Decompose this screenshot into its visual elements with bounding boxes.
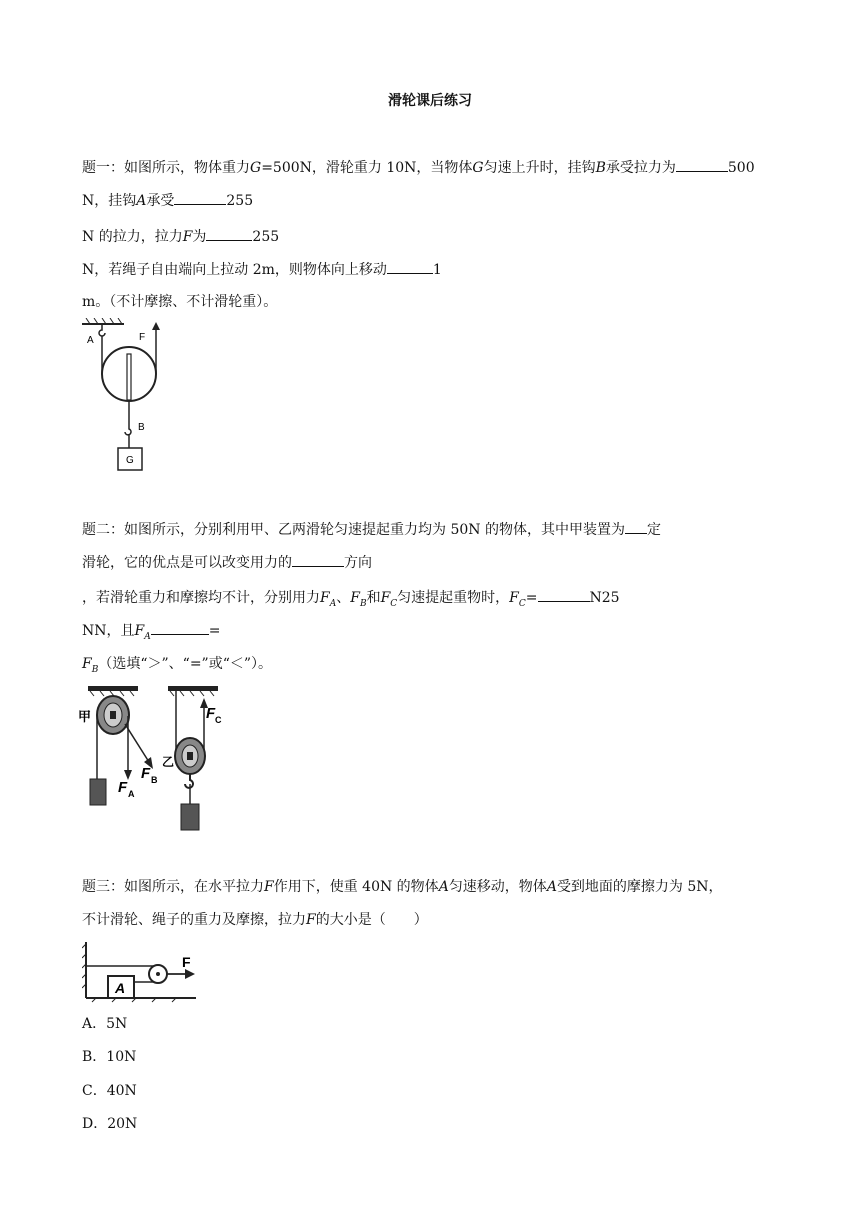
q2-line-4: NN，且$F_A$ = bbox=[82, 620, 220, 647]
pulley-wheel-icon bbox=[102, 347, 156, 401]
label-fb-sub: B bbox=[151, 775, 158, 785]
q1-blank-2[interactable] bbox=[174, 190, 226, 205]
q2-line-1: 题二：如图所示，分别利用甲、乙两滑轮匀速提起重力均为 50N 的物体，其中甲装置为 定 bbox=[82, 519, 661, 540]
option-c[interactable]: C．40N bbox=[82, 1083, 137, 1099]
label-fc: F bbox=[206, 705, 216, 722]
q1-blank-4[interactable] bbox=[387, 259, 433, 274]
option-b[interactable]: B．10N bbox=[82, 1049, 137, 1065]
fig1-label-a: A bbox=[87, 335, 94, 346]
label-yi: 乙 bbox=[162, 755, 175, 769]
q1-line-3: N 的拉力，拉力F为 255 bbox=[82, 226, 279, 247]
movable-pulley-figure bbox=[82, 318, 182, 478]
hook-a-icon bbox=[99, 324, 105, 336]
q2-answer-1: 定 bbox=[646, 522, 661, 538]
fig1-label-b: B bbox=[138, 422, 145, 433]
label-fa-sub: A bbox=[128, 789, 135, 799]
horizontal-pulley-figure bbox=[82, 940, 202, 1004]
weight-yi-icon bbox=[181, 804, 199, 830]
q1-line-5: m。（不计摩擦、不计滑轮重）。 bbox=[82, 294, 278, 310]
q1-blank-3[interactable] bbox=[206, 226, 252, 241]
q2-answer-2: 方向 bbox=[344, 555, 372, 571]
q2-line-5: $F_B$（选填“＞”、“=”或“＜”）。 bbox=[82, 656, 273, 675]
q2-answer-4: = bbox=[208, 623, 221, 639]
q2-answer-3: N25 bbox=[589, 590, 620, 606]
q1-blank-1[interactable] bbox=[676, 157, 728, 172]
hook-b-icon bbox=[125, 421, 131, 435]
q2-line-2: 滑轮，它的优点是可以改变用力的 方向 bbox=[82, 552, 372, 573]
q2-line-3: ，若滑轮重力和摩擦均不计，分别用力$F_A$、$F_B$和$F_C$匀速提起重物时，$F_C= N25$ bbox=[82, 587, 620, 614]
weight-jia-icon bbox=[90, 779, 106, 805]
label-fc-sub: C bbox=[215, 715, 222, 725]
q2-blank-3[interactable] bbox=[538, 587, 590, 602]
option-d[interactable]: D．20N bbox=[82, 1116, 138, 1132]
q1-line-4: N，若绳子自由端向上拉动 2m，则物体向上移动 1 bbox=[82, 259, 442, 280]
fig1-label-g: G bbox=[126, 455, 134, 466]
fig3-label-a: A bbox=[115, 980, 126, 996]
q2-blank-4[interactable] bbox=[151, 620, 209, 635]
page-title: 滑轮课后练习 bbox=[388, 93, 472, 109]
q1-answer-3: 255 bbox=[252, 229, 280, 245]
force-f-arrow-icon bbox=[152, 322, 160, 330]
fig1-label-f: F bbox=[139, 332, 146, 343]
q2-blank-2[interactable] bbox=[292, 552, 344, 567]
q1-answer-1: 500 bbox=[727, 160, 755, 176]
hook-yi-icon bbox=[185, 774, 193, 788]
q2-blank-1[interactable] bbox=[625, 519, 647, 534]
label-fa: F bbox=[118, 779, 128, 796]
q1-line-2: N，挂钩A承受 255 bbox=[82, 190, 253, 211]
fig3-label-f: F bbox=[182, 954, 191, 970]
q3-line-2: 不计滑轮、绳子的重力及摩擦，拉力F的大小是（ ） bbox=[82, 912, 428, 928]
q3-line-1: 题三：如图所示，在水平拉力F作用下，使重 40N 的物体A匀速移动，物体A受到地面的摩擦力为 5N， bbox=[82, 879, 723, 895]
fixed-movable-pulleys-figure bbox=[78, 684, 228, 834]
q1-answer-4: 1 bbox=[432, 262, 442, 278]
force-f-arrow-icon bbox=[185, 969, 195, 979]
q1-line-1: 题一：如图所示，物体重力G=500N，滑轮重力 10N，当物体G匀速上升时，挂钩B承受拉力为 500 bbox=[82, 157, 755, 178]
option-a[interactable]: A．5N bbox=[82, 1016, 128, 1032]
label-fb: F bbox=[141, 765, 151, 782]
q1-answer-2: 255 bbox=[226, 193, 254, 209]
label-jia: 甲 bbox=[78, 709, 92, 724]
